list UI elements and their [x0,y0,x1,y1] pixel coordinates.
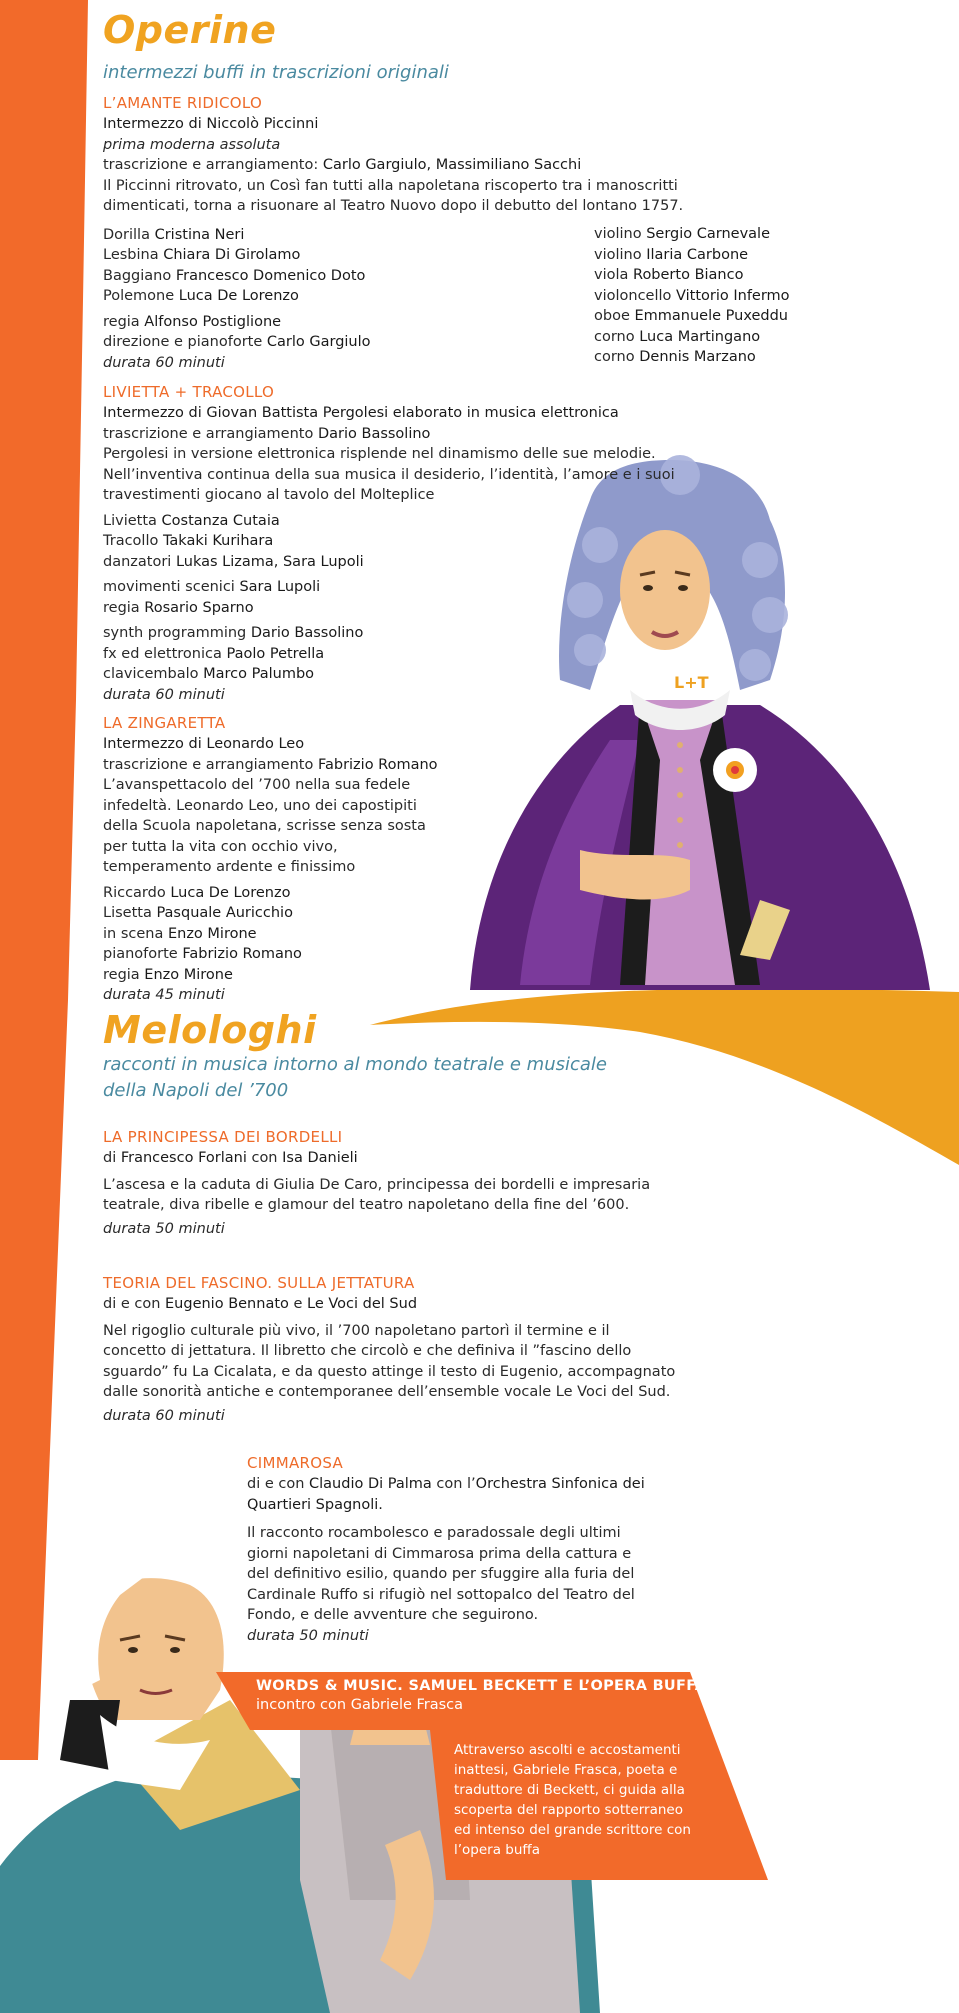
livietta-section [103,381,675,705]
principessa-desc2: teatrale, diva ribelle e glamour del teatro napoletano della fine del ’600. [103,1197,630,1213]
melologhi-subtitle-line1: racconti in musica intorno al mondo teatrale e musicale [103,1054,607,1075]
melologhi-subtitle-line2: della Napoli del ’700 [103,1080,289,1101]
orch-role: oboe [594,308,635,324]
cast-name: Enzo Mirone [144,966,233,983]
amante-line2: prima moderna assoluta [103,136,281,153]
fascino-desc2: concetto di jettatura. Il libretto che circolò e che definiva il ”fascino dello [103,1343,632,1359]
cast-name: Costanza Cutaia [161,512,280,529]
amante-desc1: Il Piccinni ritrovato, un Così fan tutti alla napoletana riscoperto tra i manoscritti [103,177,678,194]
melologhi-heading: Melologhi [103,1008,317,1052]
music-role: clavicembalo [103,666,204,682]
zingaretta-desc5: temperamento ardente e finissimo [103,859,356,875]
operine-subtitle: intermezzi buffi in trascrizioni originali [103,62,449,83]
orchestra-name: Orchestra Sinfonica dei [475,1476,645,1492]
zingaretta-title: LA ZINGARETTA [103,714,226,732]
principessa-desc1: L’ascesa e la caduta di Giulia De Caro, principessa dei bordelli e impresaria [103,1176,651,1193]
livietta-desc2: Nell’inventiva continua della sua musica il desiderio, l’identità, l’amore e i suoi [103,466,675,483]
cimmarosa-desc4: Cardinale Ruffo si rifugiò nel sottopalco del Teatro del [247,1586,635,1603]
cimmarosa-desc2: giorni napoletani di Cimmarosa prima della cattura e [247,1545,632,1562]
zingaretta-section [103,712,438,1006]
credit-role: direzione e pianoforte [103,334,267,350]
fascino-section [103,1272,675,1426]
performer-name: Le Voci del Sud [307,1296,418,1312]
music-name: Marco Palumbo [203,666,315,682]
amante-title: L’AMANTE RIDICOLO [103,94,263,112]
beckett-subtitle: incontro con Gabriele Frasca [256,1697,464,1713]
orch-name: Roberto Bianco [633,267,744,283]
orch-name: Emmanuele Puxeddu [634,308,788,324]
cast-role: Dorilla [103,226,155,243]
cast-name: Chiara Di Girolamo [163,247,301,263]
by-text: e [288,1296,308,1312]
orch-role: violino [594,226,647,242]
cast-name: Lukas Lizama, Sara Lupoli [175,553,364,570]
cast-role: Riccardo [103,884,171,901]
by-text: con l’ [431,1476,476,1492]
performer-name: Isa Danieli [282,1150,358,1166]
orch-name: Ilaria Carbone [646,246,749,263]
zingaretta-desc4: per tutta la vita con occhio vivo, [103,838,338,855]
credit-role: regia [103,599,145,616]
amante-arr-label: trascrizione e arrangiamento: [103,157,323,173]
amante-duration: durata 60 minuti [103,354,225,371]
cast-role: Polemone [103,288,179,304]
credit-name: Sara Lupoli [239,579,321,595]
by-text: di e con [247,1476,310,1492]
credit-role: regia [103,313,145,330]
music-name: Dario Bassolino [250,625,364,641]
svg-text:L+T: L+T [674,673,709,692]
orch-role: corno [594,328,640,345]
beckett-description [454,1740,744,1860]
by-text: con [246,1150,283,1166]
zingaretta-duration: durata 45 minuti [103,987,225,1003]
beckett-desc4: scoperta del rapporto sotterraneo [454,1802,683,1818]
orch-role: violino [594,246,647,263]
beckett-desc1: Attraverso ascolti e accostamenti [454,1742,681,1758]
beckett-desc5: ed intenso del grande scrittore con [454,1822,691,1838]
orch-name: Dennis Marzano [639,349,756,365]
cast-role: Lisetta [103,905,157,921]
cast-role: danzatori [103,553,176,570]
fascino-desc3: sguardo” fu La Cicalata, e da questo attinge il testo di Eugenio, accompagnato [103,1363,676,1380]
operine-heading: Operine [103,8,277,52]
beckett-title: WORDS & MUSIC. SAMUEL BECKETT E L’OPERA BUFFA [256,1678,707,1694]
cimmarosa-title: CIMMAROSA [247,1454,344,1472]
author-name: Claudio Di Palma [309,1476,432,1492]
principessa-section [103,1126,650,1239]
livietta-desc1: Pergolesi in versione elettronica risplende nel dinamismo delle sue melodie. [103,446,656,462]
beckett-desc6: l’opera buffa [454,1842,540,1858]
cast-name: Cristina Neri [154,226,245,243]
credit-name: Carlo Gargiulo [266,334,371,350]
orch-name: Vittorio Infermo [676,287,790,304]
cast-role: regia [103,966,145,983]
amante-orchestra [594,224,790,368]
livietta-line1: Intermezzo di Giovan Battista Pergolesi elaborato in musica elettronica [103,405,619,421]
cast-name: Pasquale Auricchio [156,905,293,921]
principessa-title: LA PRINCIPESSA DEI BORDELLI [103,1128,343,1146]
music-name: Paolo Petrella [226,645,325,662]
credit-name: Rosario Sparno [144,599,254,616]
author-name: Francesco Forlani [120,1150,247,1166]
cimmarosa-desc5: Fondo, e delle avventure che seguirono. [247,1607,539,1623]
by-text: di e con [103,1296,166,1312]
by-text: di [103,1150,121,1166]
beckett-desc2: inattesi, Gabriele Frasca, poeta e [454,1762,678,1778]
orch-role: violoncello [594,287,677,304]
cimmarosa-section [247,1452,645,1646]
music-role: fx ed elettronica [103,645,227,662]
cast-role: Tracollo [103,533,163,549]
principessa-duration: durata 50 minuti [103,1220,225,1237]
livietta-duration: durata 60 minuti [103,686,225,703]
livietta-arr-label: trascrizione e arrangiamento [103,425,318,442]
amante-line1: Intermezzo di Niccolò Piccinni [103,116,319,132]
cast-name: Fabrizio Romano [182,946,302,962]
cimmarosa-desc1: Il racconto rocambolesco e paradossale degli ultimi [247,1525,621,1541]
amante-arr-names: Carlo Gargiulo, Massimiliano Sacchi [322,157,582,173]
cast-role: Baggiano [103,267,176,284]
zingaretta-line1: Intermezzo di Leonardo Leo [103,736,305,752]
livietta-arr-name: Dario Bassolino [317,425,431,442]
cast-name: Enzo Mirone [167,925,257,942]
credit-role: movimenti scenici [103,579,240,595]
cimmarosa-duration: durata 50 minuti [247,1627,369,1644]
orch-name: Luca Martingano [639,328,761,345]
cast-name: Luca De Lorenzo [170,884,291,901]
cast-name: Luca De Lorenzo [178,288,299,304]
melologhi-subtitle [103,1052,607,1104]
zingaretta-arr-name: Fabrizio Romano [317,756,438,773]
livietta-desc3: travestimenti giocano al tavolo del Molteplice [103,487,435,503]
livietta-title: LIVIETTA + TRACOLLO [103,383,275,401]
music-role: synth programming [103,625,251,641]
orch-role: corno [594,349,640,365]
cimmarosa-desc3: del definitivo esilio, quando per sfuggire alla furia del [247,1566,635,1582]
orchestra-name-cont: Quartieri Spagnoli. [247,1496,383,1513]
orch-name: Sergio Carnevale [646,226,771,242]
cast-name: Takaki Kurihara [162,533,274,549]
left-orange-band [0,0,88,1760]
zingaretta-arr-label: trascrizione e arrangiamento [103,756,318,773]
cast-role: Lesbina [103,247,164,263]
zingaretta-desc3: della Scuola napoletana, scrisse senza sosta [103,818,426,834]
zingaretta-desc1: L’avanspettacolo del ’700 nella sua fedele [103,777,411,793]
fascino-desc4: dalle sonorità antiche e contemporanee dell’ensemble vocale Le Voci del Sud. [103,1384,671,1400]
author-name: Eugenio Bennato [165,1296,289,1312]
cast-role: in scena [103,925,168,942]
beckett-desc3: traduttore di Beckett, ci guida alla [454,1782,685,1798]
cast-role: Livietta [103,512,162,529]
cast-name: Francesco Domenico Doto [175,267,366,284]
amante-desc2: dimenticati, torna a risuonare al Teatro Nuovo dopo il debutto del lontano 1757. [103,198,684,214]
credit-name: Alfonso Postiglione [144,313,282,330]
fascino-duration: durata 60 minuti [103,1407,225,1424]
beckett-section [256,1678,706,1713]
orch-role: viola [594,267,634,283]
zingaretta-desc2: infedeltà. Leonardo Leo, uno dei capostipiti [103,797,417,814]
cast-role: pianoforte [103,946,183,962]
fascino-title: TEORIA DEL FASCINO. SULLA JETTATURA [103,1274,415,1292]
flower-icon [713,748,757,792]
fascino-desc1: Nel rigoglio culturale più vivo, il ’700 napoletano partorì il termine e il [103,1322,610,1339]
